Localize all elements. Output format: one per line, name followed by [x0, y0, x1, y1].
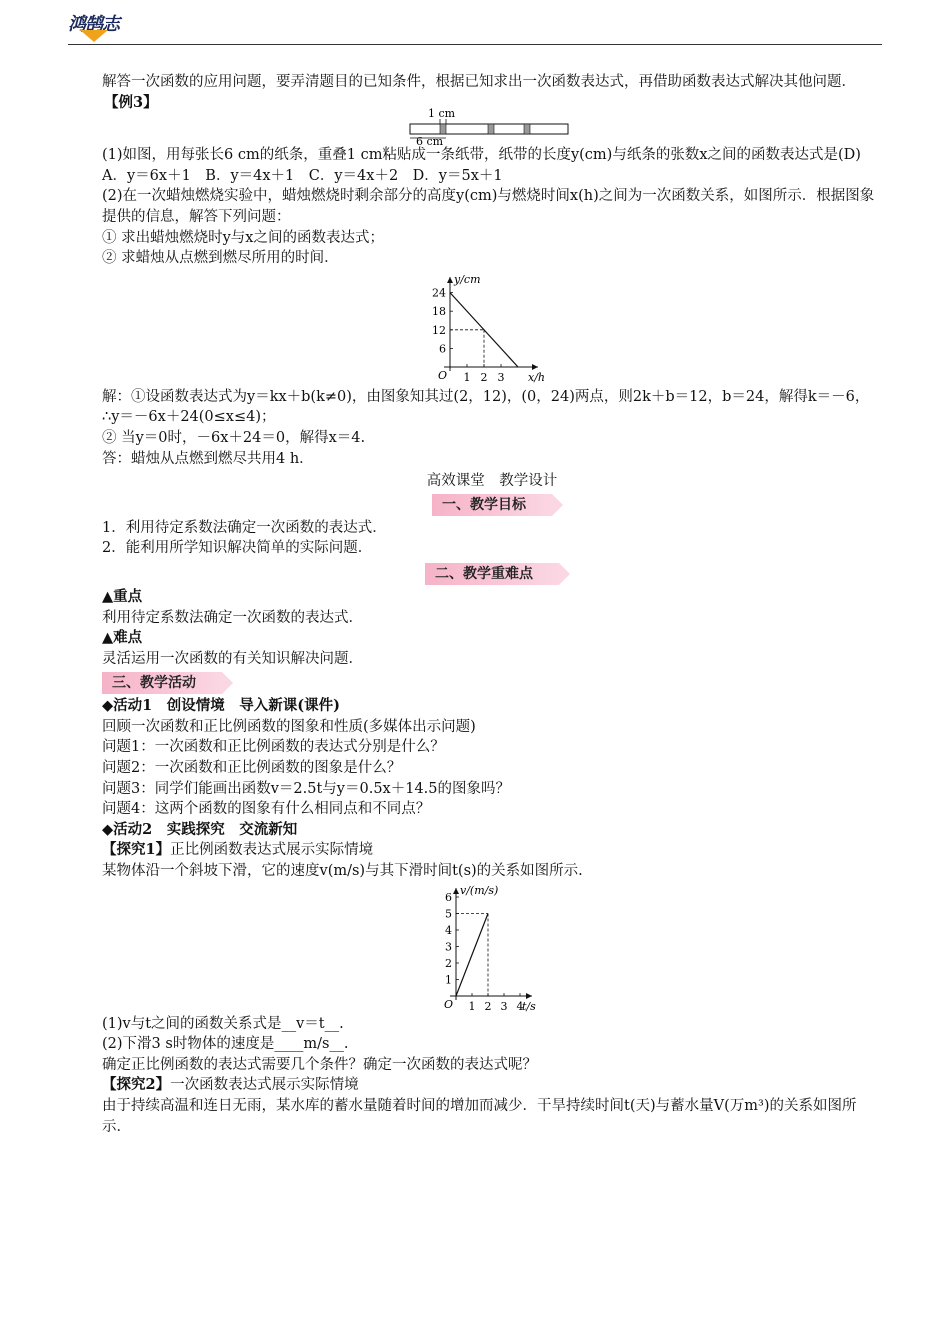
explore-1-label: 【探究1】	[102, 841, 171, 859]
x-tick-label: 3	[500, 999, 508, 1013]
y-tick-label: 12	[432, 323, 446, 337]
solution-line-1: 解：①设函数表达式为y＝kx＋b(k≠0)，由图象知其过(2，12)，(0，24)两点，则2k＋b＝12，b＝24，解得k＝－6，	[102, 388, 870, 405]
blank-2-end: .	[343, 1036, 349, 1053]
y-axis-arrow	[447, 277, 453, 283]
y-axis-label: y/cm	[454, 272, 481, 286]
y-tick-label: 1	[445, 973, 452, 987]
banner-key-points: 二、教学重难点	[425, 563, 559, 585]
y-tick-label: 18	[432, 304, 446, 318]
logo-check-mark	[80, 30, 108, 42]
key-point-text: 利用待定系数法确定一次函数的表达式．	[102, 609, 363, 626]
y-axis-arrow	[453, 888, 459, 894]
header-rule	[68, 44, 882, 45]
blank-1-prompt: (1)v与t之间的函数关系式是	[102, 1015, 282, 1032]
x-axis-arrow	[526, 993, 532, 999]
x-tick-label: 2	[480, 370, 488, 384]
paper-strip-figure	[402, 107, 582, 145]
origin-label: O	[444, 997, 454, 1011]
goal-item-1: 1．利用待定系数法确定一次函数的表达式．	[102, 519, 387, 536]
explore-2-label: 【探究2】	[102, 1076, 171, 1094]
document-body	[102, 72, 882, 1137]
x-tick-label: 4	[516, 999, 524, 1013]
question-4: 问题4：这两个函数的图象有什么相同点和不同点？	[102, 801, 431, 818]
series-line	[456, 913, 488, 996]
question-3: 问题3：同学们能画出函数v＝2.5t与y＝0.5x＋14.5的图象吗？	[102, 780, 511, 797]
explore-2-text: 由于持续高温和连日无雨，某水库的蓄水量随着时间的增加而减少．干旱持续时间t(天)与蓄水量V(万m³)的关系如图所示．	[102, 1098, 857, 1135]
logo	[66, 8, 146, 44]
solution-line-2: ∴y＝－6x＋24(0≤x≤4)；	[102, 409, 276, 426]
solution-line-3: ② 当y＝0时，－6x＋24＝0，解得x＝4.	[102, 429, 366, 446]
y-tick-label: 3	[445, 940, 452, 954]
x-tick-label: 1	[468, 999, 476, 1013]
section-title: 高效课堂 教学设计	[426, 473, 558, 490]
velocity-graph	[432, 882, 562, 1014]
condition-question: 确定正比例函数的表达式需要几个条件？确定一次函数的表达式呢？	[102, 1056, 537, 1073]
activity-2-heading: ◆活动2 实践探究 交流新知	[102, 820, 298, 838]
banner-activities: 三、教学活动	[102, 672, 222, 694]
blank-1-end: .	[339, 1015, 344, 1032]
y-axis-label: v/(m/s)	[460, 883, 499, 897]
blank-2-answer: ____m/s__	[274, 1036, 344, 1053]
y-tick-label: 5	[445, 907, 452, 921]
difficulty-text: 灵活运用一次函数的有关知识解决问题．	[102, 650, 363, 667]
example-q2-part-a: ① 求出蜡烛燃烧时y与x之间的函数表达式；	[102, 229, 384, 246]
origin-label: O	[438, 368, 448, 382]
example-q1-options: A．y＝6x＋1 B．y＝4x＋1 C．y＝4x＋2 D．y＝5x＋1	[102, 167, 503, 184]
solution-answer: 答：蜡烛从点燃到燃尽共用4 h．	[102, 450, 314, 467]
example-q2: (2)在一次蜡烛燃烧实验中，蜡烛燃烧时剩余部分的高度y(cm)与燃烧时间x(h)之间为一次函数关系，如图所示．根据图象提供的信息，解答下列问题：	[102, 188, 875, 225]
intro-paragraph: 解答一次函数的应用问题，要弄清题目的已知条件，根据已知求出一次函数表达式，再借助函数表达式解决其他问题．	[102, 74, 856, 90]
logo-text: 鸿鹄志	[68, 14, 119, 35]
explore-2-title: 一次函数表达式展示实际情境	[170, 1077, 359, 1094]
question-2: 问题2：一次函数和正比例函数的图象是什么？	[102, 760, 402, 777]
x-tick-label: 1	[463, 370, 471, 384]
review-text: 回顾一次函数和正比例函数的图象和性质(多媒体出示问题)	[102, 718, 476, 735]
explore-1-title: 正比例函数表达式展示实际情境	[170, 842, 374, 859]
y-tick-label: 24	[432, 286, 446, 300]
candle-graph	[420, 269, 560, 387]
x-tick-label: 2	[484, 999, 492, 1013]
explore-1-text: 某物体沿一个斜坡下滑，它的速度v(m/s)与其下滑时间t(s)的关系如图所示.	[102, 863, 583, 880]
strip-label-bottom: 6 cm	[416, 135, 444, 146]
y-tick-label: 2	[445, 956, 452, 970]
activity-1-heading: ◆活动1 创设情境 导入新课(课件)	[102, 697, 340, 715]
example-q2-part-b: ② 求蜡烛从点燃到燃尽所用的时间．	[102, 250, 339, 267]
difficulty-label: ▲难点	[102, 629, 143, 647]
goal-item-2: 2．能利用所学知识解决简单的实际问题．	[102, 540, 373, 557]
key-point-label: ▲重点	[102, 587, 143, 605]
question-1: 问题1：一次函数和正比例函数的表达式分别是什么？	[102, 739, 445, 756]
x-axis-arrow	[532, 364, 538, 370]
strip-label-top: 1 cm	[428, 107, 456, 121]
y-tick-label: 6	[439, 342, 446, 356]
blank-2-prompt: (2)下滑3 s时物体的速度是	[102, 1036, 275, 1053]
x-tick-label: 3	[497, 370, 505, 384]
x-axis-label: x/h	[528, 370, 545, 384]
banner-teaching-goals: 一、教学目标	[432, 494, 552, 516]
y-tick-label: 4	[445, 923, 452, 937]
x-axis-label: t/s	[522, 999, 536, 1013]
blank-1-answer: __v＝t__	[281, 1015, 340, 1032]
example-q1: (1)如图，用每张长6 cm的纸条，重叠1 cm粘贴成一条纸带，纸带的长度y(cm)与纸条的张数x之间的函数表达式是(D)	[102, 147, 861, 164]
y-tick-label: 6	[445, 890, 452, 904]
example-label: 【例3】	[104, 93, 158, 111]
